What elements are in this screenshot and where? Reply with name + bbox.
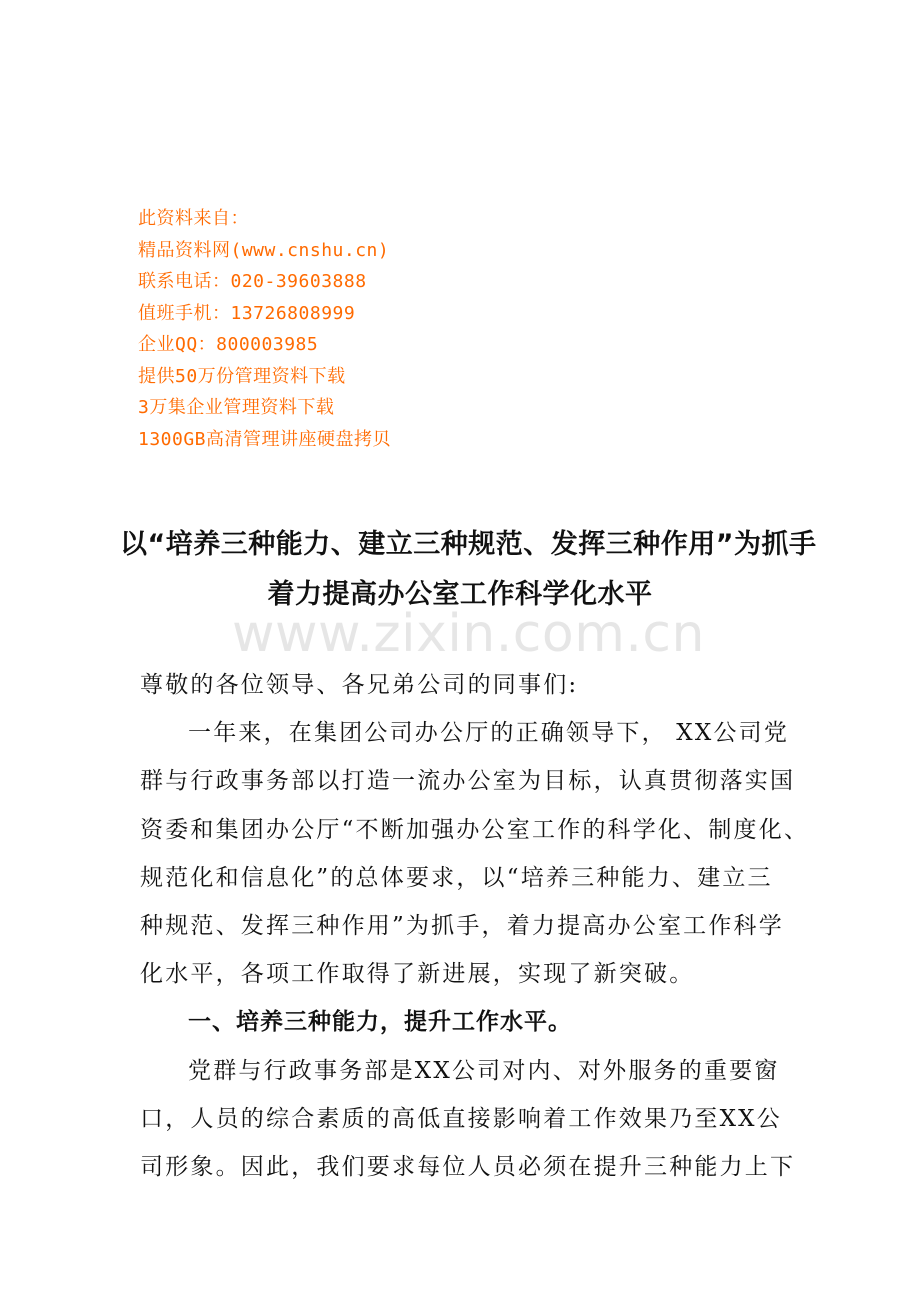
paragraph-line: 种规范、发挥三种作用”为抓手，着力提高办公室工作科学 <box>140 913 784 940</box>
source-info-line: 企业QQ：800003985 <box>138 334 319 355</box>
paragraph-line: 一年来，在集团公司办公厅的正确领导下， XX公司党 <box>188 720 790 747</box>
paragraph-line: 口，人员的综合素质的高低直接影响着工作效果乃至XX公 <box>140 1105 782 1132</box>
source-info-line: 精品资料网(www.cnshu.cn) <box>138 239 390 261</box>
paragraph-line: 资委和集团办公厅“不断加强办公室工作的科学化、制度化、 <box>140 816 810 843</box>
source-info-block <box>138 203 838 455</box>
paragraph <box>140 1047 796 1192</box>
watermark: www.zixin.com.cn <box>232 604 705 664</box>
source-info-line: 联系电话：020-39603888 <box>138 271 367 292</box>
paragraph-line: 群与行政事务部以打造一流办公室为目标，认真贯彻落实国 <box>140 768 796 795</box>
paragraph-line: 司形象。因此，我们要求每位人员必须在提升三种能力上下 <box>140 1154 796 1181</box>
paragraph <box>140 709 810 998</box>
section-heading: 一、培养三种能力，提升工作水平。 <box>188 1009 572 1036</box>
source-info-line: 3万集企业管理资料下载 <box>138 397 335 418</box>
source-info-line: 此资料来自： <box>138 208 249 229</box>
greeting: 尊敬的各位领导、各兄弟公司的同事们: <box>140 672 579 698</box>
paragraph-line: 规范化和信息化”的总体要求，以“培养三种能力、建立三 <box>140 864 773 891</box>
title-line: 以“培养三种能力、建立三种规范、发挥三种作用”为抓手 <box>120 529 817 560</box>
source-info-line: 1300GB高清管理讲座硬盘拷贝 <box>138 428 392 450</box>
paragraph-line: 化水平，各项工作取得了新进展，实现了新突破。 <box>140 961 695 988</box>
paragraph-line: 党群与行政事务部是XX公司对内、对外服务的重要窗 <box>188 1057 780 1084</box>
title-line: 着力提高办公室工作科学化水平 <box>267 579 653 610</box>
source-info-line: 值班手机：13726808999 <box>138 302 356 324</box>
document-body <box>140 661 810 1191</box>
source-info-line: 提供50万份管理资料下载 <box>138 365 346 387</box>
